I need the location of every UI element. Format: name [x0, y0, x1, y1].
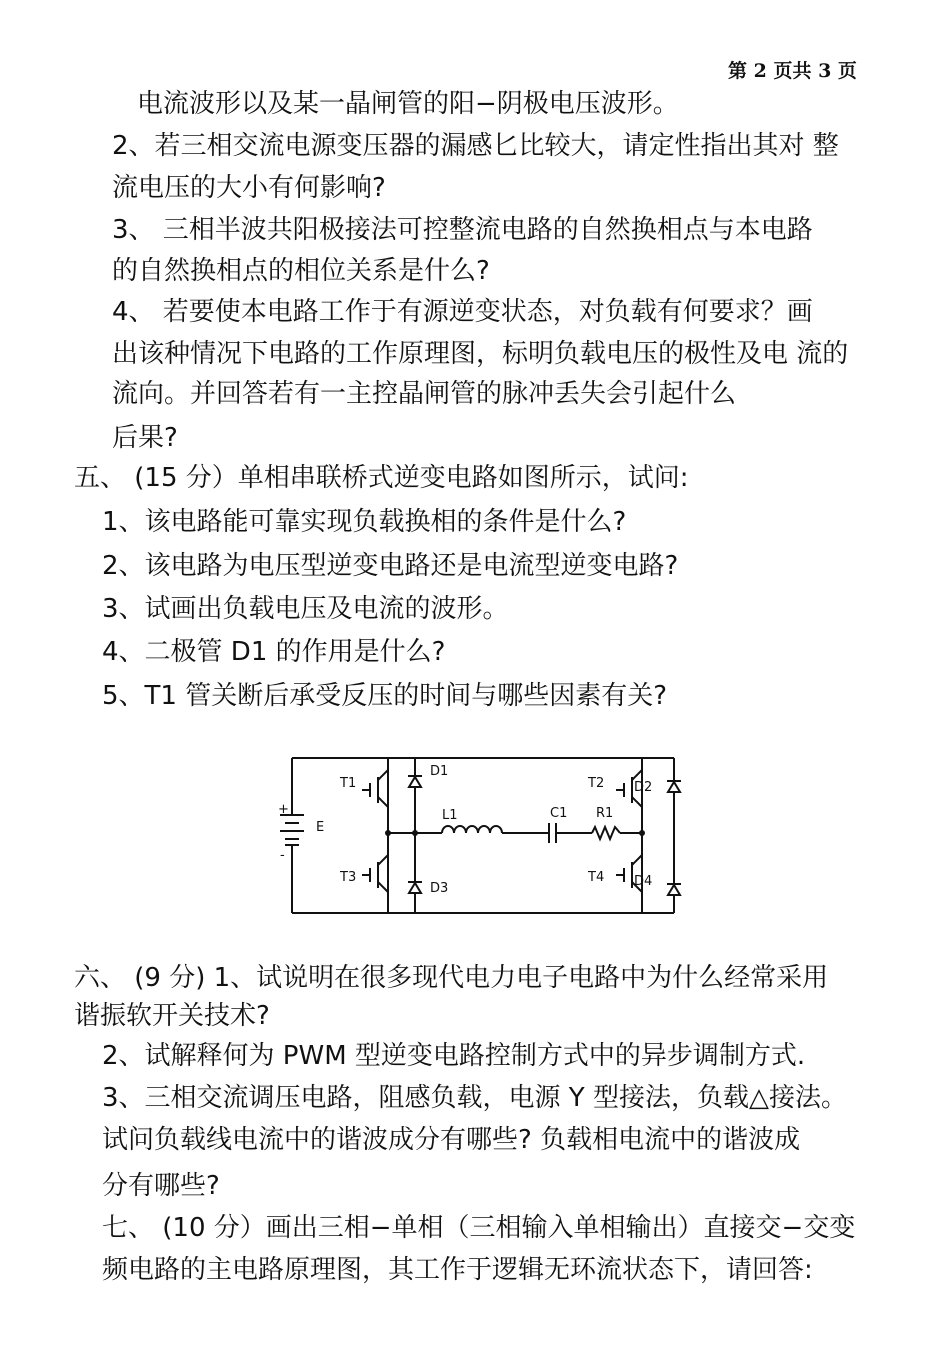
q5-sub1: 1、该电路能可靠实现负载换相的条件是什么?	[102, 507, 627, 537]
q4-line-1: 电流波形以及某一晶闸管的阳−阴极电压波形。	[137, 89, 679, 119]
igbt-t3	[362, 855, 388, 892]
label-d3: D3	[430, 881, 449, 896]
inductor-l1	[442, 826, 502, 833]
q5-sub5: 5、T1 管关断后承受反压的时间与哪些因素有关?	[102, 681, 668, 711]
junction-left-diode	[412, 830, 418, 836]
label-t3: T3	[340, 870, 357, 885]
diode-d2	[667, 781, 681, 792]
q5-sub2: 2、该电路为电压型逆变电路还是电流型逆变电路?	[102, 551, 679, 581]
inverter-circuit-diagram	[270, 745, 690, 925]
label-d4: D4	[634, 874, 653, 889]
diode-d1	[408, 776, 422, 787]
dc-source	[280, 758, 304, 913]
q5-title: 五、 (15 分）单相串联桥式逆变电路如图所示，试问:	[74, 463, 689, 493]
label-t2: T2	[588, 776, 605, 791]
label-e: E	[316, 820, 325, 835]
q4-sub4-line-4: 后果?	[112, 423, 178, 453]
label-l1: L1	[442, 808, 458, 823]
junction-right	[639, 830, 645, 836]
q4-sub4-line-2: 出该种情况下电路的工作原理图，标明负载电压的极性及电 流的	[112, 339, 849, 369]
page-indicator: 第 2 页共 3 页	[728, 60, 857, 82]
q6-sub2: 2、试解释何为 PWM 型逆变电路控制方式中的异步调制方式.	[102, 1041, 806, 1071]
capacitor-c1	[549, 823, 556, 843]
junction-left	[385, 830, 391, 836]
label-t4: T4	[588, 870, 605, 885]
q5-sub4: 4、二极管 D1 的作用是什么?	[102, 637, 446, 667]
q6-sub3-line-2: 试问负载线电流中的谐波成分有哪些? 负载相电流中的谐波成	[102, 1125, 801, 1155]
q4-sub3-line-1: 3、 三相半波共阳极接法可控整流电路的自然换相点与本电路	[112, 215, 813, 245]
label-d1: D1	[430, 764, 449, 779]
label-r1: R1	[596, 806, 614, 821]
label-d2: D2	[634, 780, 653, 795]
q7-line-2: 频电路的主电路原理图，其工作于逻辑无环流状态下，请回答:	[102, 1255, 813, 1285]
diode-d4	[667, 884, 681, 895]
q6-line-2: 谐振软开关技术?	[74, 1001, 270, 1031]
q6-line-1: 六、 (9 分) 1、试说明在很多现代电力电子电路中为什么经常采用	[74, 963, 829, 993]
q4-sub2-line-1: 2、若三相交流电源变压器的漏感匕比较大，请定性指出其对 整	[112, 131, 839, 161]
label-minus: -	[280, 848, 285, 863]
q6-sub3-line-3: 分有哪些?	[102, 1171, 220, 1201]
q4-sub3-line-2: 的自然换相点的相位关系是什么?	[112, 256, 490, 286]
q4-sub4-line-3: 流向。并回答若有一主控晶闸管的脉冲丢失会引起什么	[112, 379, 737, 409]
diode-d3	[408, 882, 422, 893]
q6-sub3-line-1: 3、三相交流调压电路，阻感负载，电源 Y 型接法，负载△接法。	[102, 1083, 847, 1113]
label-plus: +	[278, 802, 289, 817]
q4-sub2-line-2: 流电压的大小有何影响?	[112, 173, 386, 203]
q7-line-1: 七、 (10 分）画出三相−单相（三相输入单相输出）直接交−交变	[102, 1213, 856, 1243]
q4-sub4-line-1: 4、 若要使本电路工作于有源逆变状态，对负载有何要求？画	[112, 297, 813, 327]
label-c1: C1	[550, 806, 568, 821]
igbt-t1	[362, 770, 388, 807]
q5-sub3: 3、试画出负载电压及电流的波形。	[102, 594, 509, 624]
label-t1: T1	[340, 776, 357, 791]
resistor-r1	[592, 827, 620, 839]
